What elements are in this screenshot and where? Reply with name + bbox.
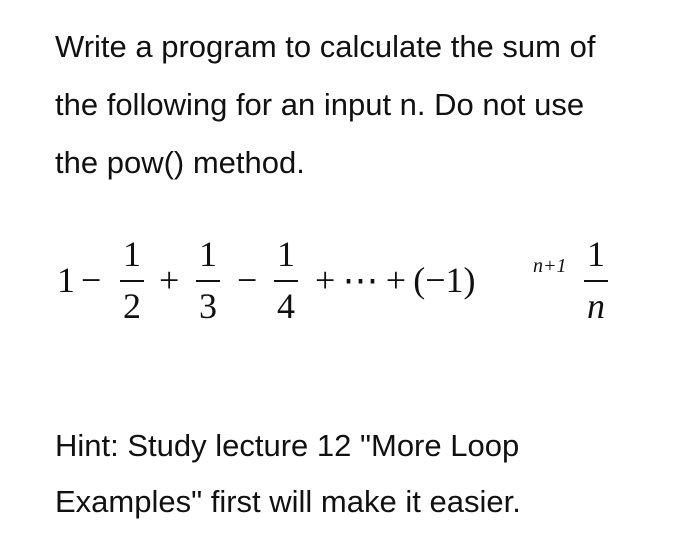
fraction-bar [120,280,144,282]
fraction-denominator: 3 [199,286,217,326]
formula-lead-term: 1 [57,260,75,300]
fraction-denominator: n [587,286,605,326]
hint-line-2: Examples" first will make it easier. [55,484,521,519]
fraction-numerator: 1 [199,234,217,274]
fraction-denominator: 2 [123,286,141,326]
fraction-one-third [193,236,223,346]
series-formula [57,236,657,346]
fraction-one-quarter [271,236,301,346]
question-line-3: the pow() method. [55,145,305,180]
formula-minus-2: − [237,260,258,300]
fraction-one-over-n [581,236,611,346]
fraction-numerator: 1 [123,234,141,274]
formula-minus-1: − [81,260,102,300]
formula-tail: + ⋯ + (−1) [315,260,476,300]
fraction-bar [274,280,298,282]
question-line-2: the following for an input n. Do not use [55,87,585,122]
hint-line-1: Hint: Study lecture 12 "More Loop [55,428,520,463]
fraction-numerator: 1 [277,234,295,274]
formula-plus-1: + [159,260,180,300]
formula-exponent: n+1 [533,255,567,277]
question-text [55,18,695,192]
fraction-bar [196,280,220,282]
question-line-1: Write a program to calculate the sum of [55,29,596,64]
fraction-numerator: 1 [587,234,605,274]
fraction-one-half [117,236,147,346]
fraction-bar [584,280,608,282]
fraction-denominator: 4 [277,286,295,326]
hint-text [55,418,695,530]
